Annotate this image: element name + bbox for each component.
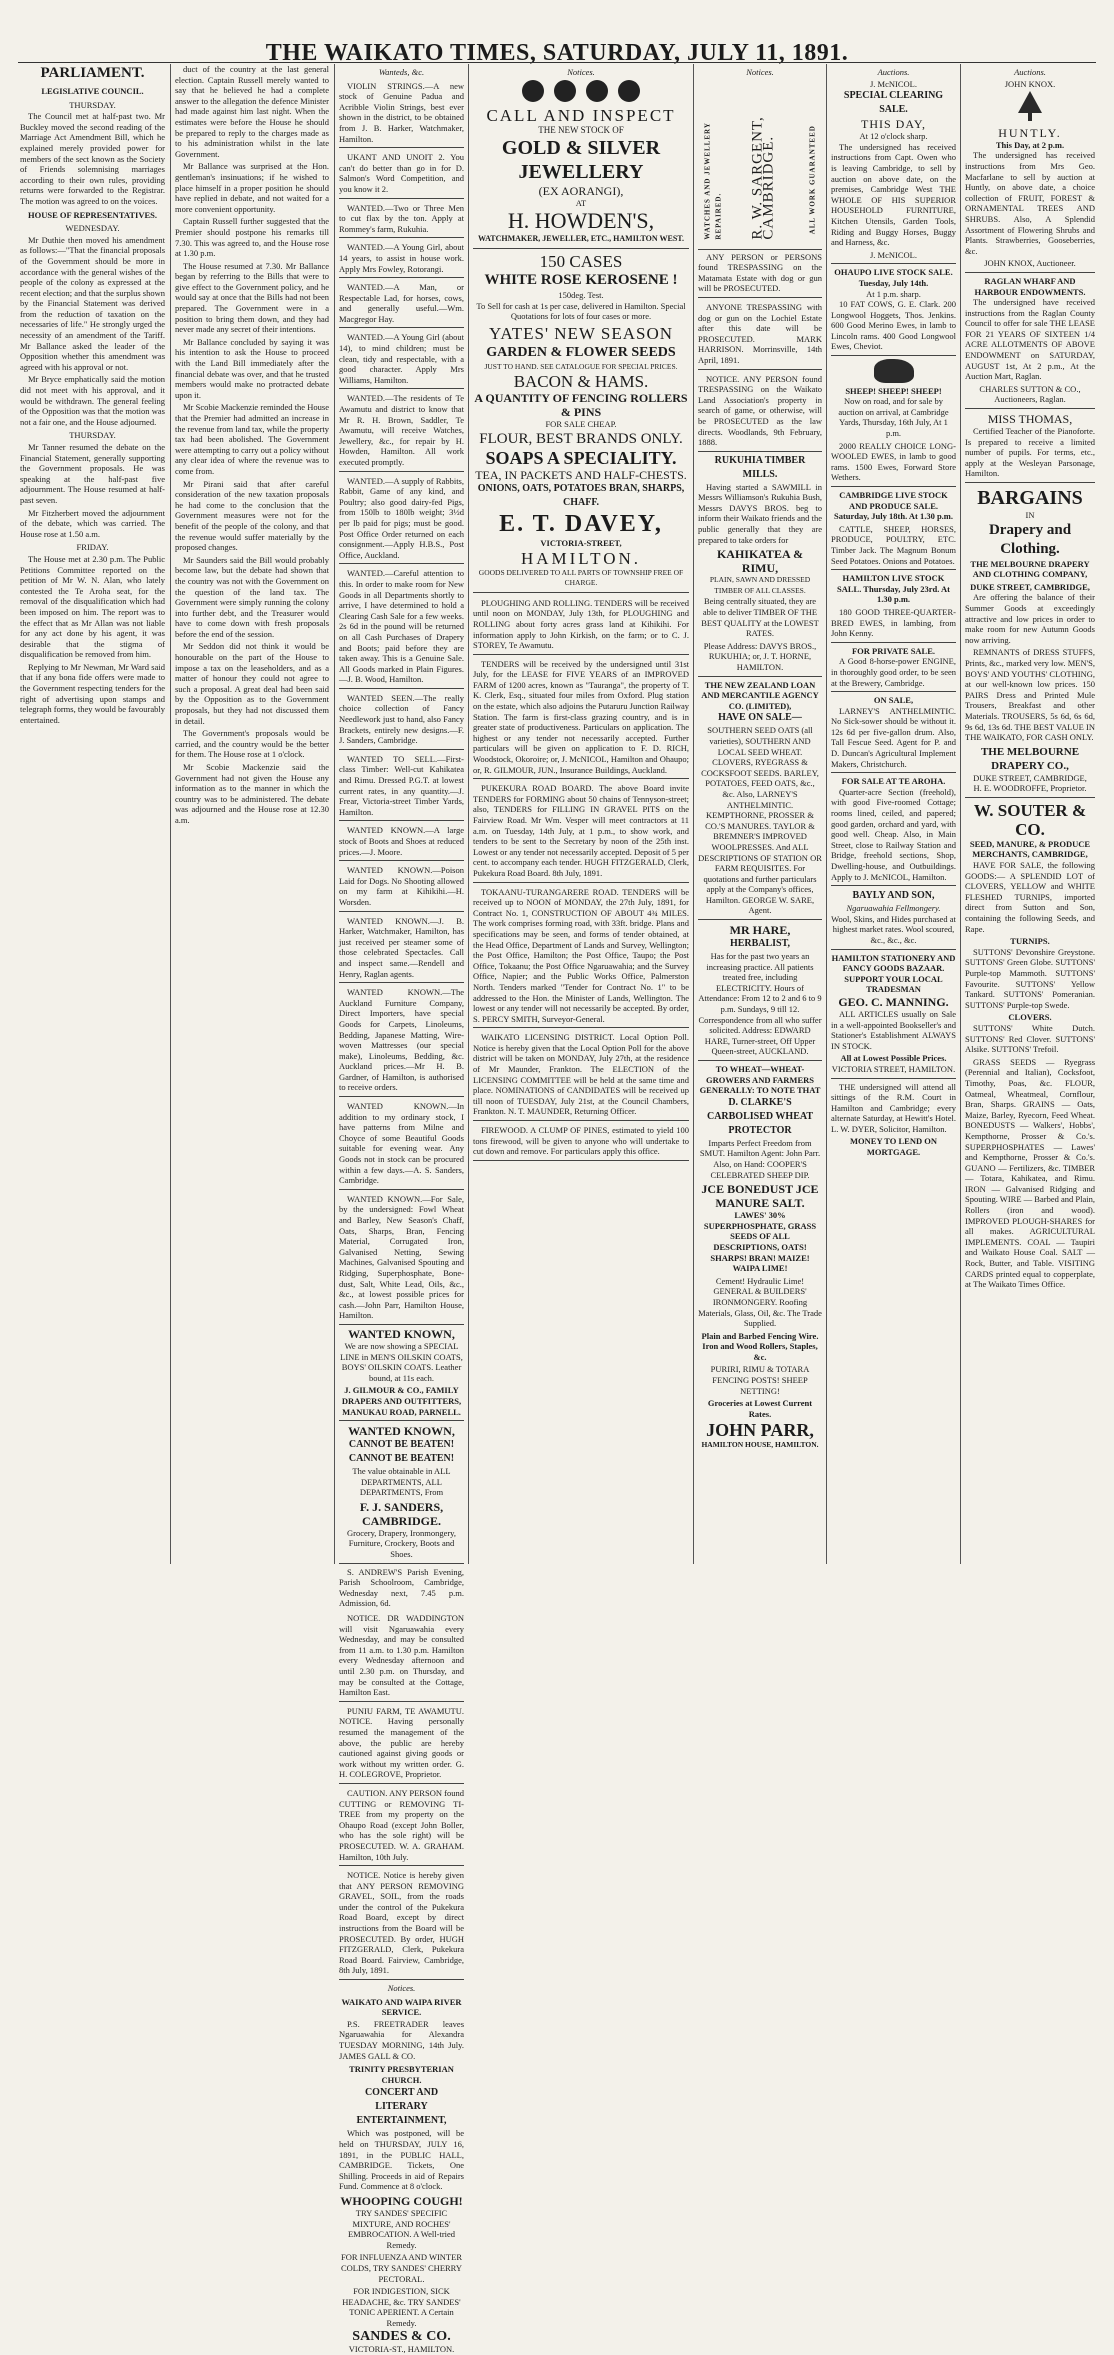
mcnicol-name: J. McNICOL.	[870, 78, 917, 89]
garden-seeds-heading: GARDEN & FLOWER SEEDS	[486, 344, 676, 360]
huntly-body: The undersigned has received instructions from Mrs Geo. Macfarlane to sell by auction at Huntly, on above date, a choice collection of FRUIT, FOREST & ORNAMENTAL TREES AND SHRUBS. Also, A Splendid Assortment of Flowering Shrubs and Plants. Strawberries, Gooseberries, &c.	[965, 150, 1095, 256]
column-auctions-2	[965, 64, 1095, 1564]
sanders-sub: Grocery, Drapery, Ironmongery, Furniture, Crockery, Boots and Shoes.	[346, 1527, 457, 1560]
have-on-sale: HAVE ON SALE—	[718, 712, 802, 724]
column-divider	[468, 64, 469, 1564]
tender-ad: PUKEKURA ROAD BOARD. The above Board invite TENDERS for FORMING about 50 chains of Tennyson-street; also, TENDERS for FILLING IN GRAVEL PITS on the Fairview Road. Mr Wm. Vesper will meet contractors at 11 a.m. on Tuesday, 14th July, at 1 p.m., to show work, and tenders to be sent to the Secretary by noon of the 25th inst. Lowest or any tender not necessarily accepted. Deposit of 5 per cent. to accompany each tender. HUGH FITZGERALD, Clerk, Pukekura Road Board. 8th July, 1891.	[473, 781, 689, 882]
sandes-ad: FOR INDIGESTION, SICK HEADACHE, &c. TRY SANDES' TONIC APERIENT. A Certain Remedy.	[342, 2286, 461, 2328]
divider	[831, 642, 956, 643]
article-paragraph: The House resumed at 7.30. Mr Ballance began by referring to the Bills that were to give effect to the Government policy, and he would say at once that the Bills had not been prepared. The Government were in a position to bring them down, and they had never made any secret of their intentions.	[175, 260, 329, 335]
souter-body: HAVE FOR SALE, the following GOODS:— A SPLENDID LOT of CLOVERS, YELLOW and WHITE FLESHED TURNIPS, imported direct from Sutton and Son, containing the following Seeds, and Rape.	[965, 860, 1095, 934]
day-heading: FRIDAY.	[76, 542, 109, 553]
duke-street: DUKE STREET, CAMBRIDGE,	[970, 581, 1090, 592]
tender-ad: FIREWOOD. A CLUMP OF PINES, estimated to yield 100 tons firewood, will be given to anyone who will undertake to cut down and remove. For particulars apply this office.	[473, 1123, 689, 1161]
trinity-heading: TRINITY PRESBYTERIAN CHURCH.	[349, 2064, 454, 2085]
divider	[831, 885, 956, 886]
garden-sub: JUST TO HAND. SEE CATALOGUE FOR SPECIAL PRICES.	[484, 361, 678, 371]
tea-heading: TEA, IN PACKETS AND HALF-CHESTS.	[475, 467, 687, 482]
notice-ad: NOTICE. DR WADDINGTON will visit Ngaruawahia every Wednesday, and may be consulted from 11 a.m. to 1.30 p.m. Hamilton every Wednesday afternoon and until 2.30 p.m. on Thursday, and may be consulted at the Cottage, Hamilton East.	[339, 1611, 464, 1702]
drapery-heading: Drapery and Clothing.	[988, 521, 1072, 557]
article-paragraph: Mr Tanner resumed the debate on the Financial Statement, generally supporting the Government proposals. He was speaking at the half-past five adjournment. The House resumed at half-past seven.	[20, 442, 165, 505]
manning-address: VICTORIA STREET, HAMILTON.	[831, 1063, 956, 1074]
wanted-ad: WANTED KNOWN.—Poison Laid for Dogs. No Shooting allowed on my farm at Kihikihi.—H. Worsden.	[339, 863, 464, 911]
article-paragraph: Mr Ballance was surprised at the Hon. gentleman's insinuations; if he wished to place himself in a proper position he should have replied in debate, and not waited for a more convenient opportunity.	[175, 161, 329, 214]
notice-ads-list	[339, 1611, 464, 1980]
sawn-timber: PLAIN, SAWN AND DRESSED TIMBER OF ALL CLASSES.	[709, 575, 811, 595]
divider	[339, 1563, 464, 1564]
raglan-heading: RAGLAN WHARF AND HARBOUR ENDOWMENTS.	[974, 275, 1086, 297]
bacon-heading: BACON & HAMS.	[513, 372, 649, 392]
masthead-title: THE WAIKATO TIMES, SATURDAY, JULY 11, 1891.	[265, 40, 849, 66]
divider	[831, 355, 956, 356]
sandes-name: SANDES & CO.	[352, 2329, 451, 2345]
private-sale-body: A Good 8-horse-power ENGINE, in thoroughly good order, to be seen at the Brewery, Cambridge.	[831, 656, 956, 688]
trespass-notice: ANYONE TRESPASSING with dog or gun on the Lochiel Estate after this date will be PROSECUTED. MARK HARRISON. Morrinsville, 14th April, 1891.	[698, 300, 822, 370]
bargains-heading: BARGAINS	[977, 487, 1083, 509]
on-sale-body: LARNEY'S ANTHELMINTIC. No Sick-sower should be without it. 12s 6d per five-gallon drum. Also, Tall Fescue Seed. Agent for P. and D. Duncan's Agricultural Implement Makers, Christchurch.	[831, 705, 956, 769]
tender-ad: TENDERS will be received by the undersigned until 31st July, for the LEASE for FIVE YEARS of an IMPROVED FARM of 1200 acres, known as "Tauranga", the property of T. K. Clerk, Esq., situated four miles from Oxford. Plug station on the estate, which also adjoins the Putaruru Junction Railway Station. The farm is first-class grazing country, and is in greater state of productiveness. Particulars on application. The highest or any tender not necessarily accepted. Further particulars will be given on application to F. D. RICH, Woodstock, Okoroire; or, J. McNICOL, Hamilton and Ohaupo; or, R. GILMOUR, JUN., Insurance Buildings, Auckland.	[473, 657, 689, 780]
sutton-signature: CHARLES SUTTON & CO., Auctioneers, Raglan.	[979, 383, 1081, 405]
tender-ad: TOKAANU-TURANGARERE ROAD. TENDERS will be received up to NOON of MONDAY, the 27th July, 1891, for Contract No. 1, CONSTRUCTION OF ABOUT 4¾ MILES. The work comprises forming road, with 33ft. bridge. Plans and specifications may be seen, and forms of tender obtained, at the Head Office, Department of Lands and Survey, Wellington; the Post Office, Hamilton; the Post Office, Taupo; the Post Office, Tokaanu; the Post Office Ngaruawahia; and the Survey Office, Napier; and the Public Works Office, Palmerston North. Tenders marked "Tender for Contract No. 1" to be addressed to the Hon. the Minister of Lands, Wellington. The lowest or any tender will not necessarily be accepted. By order, S. PERCY SMITH, Surveyor-General.	[473, 885, 689, 1029]
article-paragraph: Mr Fitzherbert moved the adjournment of the debate, which was carried. The House rose at 1.50 a.m.	[20, 507, 165, 539]
wanted-ad: WANTED.—A Young Girl, about 14 years, to assist in house work. Apply Mrs Fowley, Rotorangi.	[339, 240, 464, 278]
article-paragraph: The House met at 2.30 p.m. The Public Petitions Committee reported on the petition of Mr W. N. Alan, who lately contested the Te Aroha seat, for the removal of the disqualification which had been imposed on him. The report was to the effect that as Mr Allan was not liable for any act done by his agent, it was desirable that the stigma of disqualification be removed from him.	[20, 553, 165, 660]
wanted-ad: WANTED.—A Young Girl (about 14), to mind children; must be clean, tidy and respectable, with a good character. Apply Mrs Williams, Hamilton.	[339, 330, 464, 389]
stationery-heading: HAMILTON STATIONERY AND FANCY GOODS BAZAAR.	[831, 952, 956, 974]
flour-heading: FLOUR, BEST BRANDS ONLY.	[479, 430, 683, 447]
rukuhia-heading: RUKUHIA TIMBER MILLS.	[714, 454, 806, 480]
dyer-body: THE undersigned will attend all sittings of the R.M. Court in Hamilton and Cambridge; every alternate Saturday, at Hewitt's Hotel. L. W. DYER, Solicitor, Hamilton.	[831, 1081, 956, 1134]
thomas-body: Certified Teacher of the Pianoforte. Is prepared to receive a limited number of pupils. For terms, etc., apply at the Wesleyan Parsonage, Hamilton.	[965, 426, 1095, 479]
howden-sub: WATCHMAKER, JEWELLER, ETC., HAMILTON WEST.	[477, 234, 685, 244]
clovers-heading: CLOVERS.	[1008, 1012, 1052, 1023]
divider	[831, 949, 956, 950]
howden-name: H. HOWDEN'S,	[507, 208, 655, 234]
cannot-be-beaten: CANNOT BE BEATEN! CANNOT BE BEATEN!	[348, 1439, 455, 1465]
hare-body: Has for the past two years an increasing practice. All patients treated free, including ELECTRICITY. Hours of Attendance: From 12 to 2 and 6 to 9 p.m. Sundays, 9 till 12. Correspondence from all who suffer solicited. Address: EDWARD HARE, Turner-street, Off Upper Queen-street, AUCKLAND.	[698, 951, 822, 1057]
grass-list: GRASS SEEDS — Ryegrass (Perennial and Italian), Cocksfoot, Timothy, Poas, &c. FLOUR, Oatmeal, Wheatmeal, Cornflour, Bran, Sharps. GRAINS — Oats, Maize, Barley, Ryecorn, Feed Wheat. BONEDUSTS — Walkers', Hobbs', Kempthorne, Prosser & Co.'s. SUPERPHOSPHATES — Lawes' and Kempthorne, Prosser & Co.'s. GUANO — Fertilizers, &c. TIMBER — Totara, Kahikatea, and Rimu. IRON — Galvanised Ridging and Spouting. WIRE — Barbed and Plain, Rollers (iron and wood). IMPROVED PLOUGH-SHARES for all makes. AGRICULTURAL IMPLEMENTS. COAL — Taupiri and Waikato House Coal. SALT — Rock, Butter, and Table. VISITING CARDS printed equal to copperplate, at The Waikato Times Office.	[965, 1056, 1095, 1290]
support-local: SUPPORT YOUR LOCAL TRADESMAN	[844, 973, 943, 995]
wanted-ad: VIOLIN STRINGS.—A new stock of Genuine Padua and Acribble Violin Strings, best ever shown in the district, to be obtained from J. B. Harker, Watchmaker, Hamilton.	[339, 79, 464, 149]
money-to-lend: MONEY TO LEND ON MORTGAGE.	[850, 1136, 937, 1158]
article-paragraph: Mr Ballance concluded by saying it was his intention to ask the House to proceed with the Land Bill immediately after the financial debate was over, and that he trusted members would make no protracted debate upon it.	[175, 336, 329, 400]
wanted-ad: WANTED KNOWN.—For Sale, by the undersigned: Fowl Wheat and Barley, New Season's Chaff, Oats, Sharps, Bran, Fencing Material, Corrugated Iron, Galvanised Netting, Sewing Machines, Galvanised Spouting and Ridging, Superphosphate, Bone-dust, Salt, White Lead, Oils, &c., &c., at lowest possible prices for cash.—John Parr, Hamilton House, Hamilton.	[339, 1192, 464, 1325]
kahikatea-heading: KAHIKATEA & RIMU,	[716, 547, 804, 576]
masthead-rule	[18, 62, 1096, 63]
huntly-heading: HUNTLY.	[998, 125, 1062, 140]
hare-heading: MR HARE,	[729, 923, 791, 938]
sargent-ad	[698, 79, 822, 250]
divider	[473, 592, 689, 593]
cement-body: Cement! Hydraulic Lime! GENERAL & BUILDERS' IRONMONGERY. Roofing Materials, Glass, Oil, &c. The Trade Supplied.	[698, 1275, 822, 1329]
wanted-known-heading: WANTED KNOWN,	[348, 1424, 455, 1439]
groceries-line: Groceries at Lowest Current Rates.	[707, 1398, 813, 1419]
deliver-notice: Being centrally situated, they are able to deliver TIMBER OF THE BEST QUALITY at the LOWEST RATES.	[701, 596, 819, 639]
trespass-ads-list	[698, 250, 822, 452]
turnip-list: SUTTONS' Devonshire Greystone. SUTTONS' Green Globe. SUTTONS' Purple-top Mammoth. SUTTONS' Favourite. SUTTONS' Yellow Tankard. SUTTONS' Pomeranian. SUTTONS' Purple-top Swede.	[965, 946, 1095, 1010]
notices-heading: Notices.	[746, 67, 774, 77]
melbourne-name: THE MELBOURNE DRAPERY CO.,	[980, 745, 1080, 772]
watches-repaired-label: WATCHES AND JEWELLERY REPAIRED.	[703, 121, 722, 240]
victoria-street: VICTORIA-STREET,	[540, 537, 622, 548]
wanted-ad: UKANT AND UNOIT 2. You can't do better than go in for D. Salmon's Word Competition, and you know it 2.	[339, 150, 464, 198]
article-paragraph: Mr Scobie Mackenzie said the Government had not given the House any information as to the manner in which the country was to be administered. The debate was adjourned and the House rose at 12.30 a.m.	[175, 762, 329, 825]
cases-heading: 150 CASES	[539, 251, 623, 271]
parliament-heading: PARLIAMENT.	[40, 65, 145, 81]
in-label: IN	[1025, 510, 1035, 520]
wanted-ad: WANTED KNOWN.—In addition to my ordinary stock, I have patterns from Milne and Choyce of some Beautiful Goods suitable for evening wear. Any Goods not in stock can be procured within a few days.—A. S. Sanders, Cambridge.	[339, 1099, 464, 1190]
sargent-name: R. W. SARGENT, CAMBRIDGE.	[749, 115, 776, 240]
notice-ad: CAUTION. ANY PERSON found CUTTING or REMOVING TI-TREE from my property on the Ohaupo Road (except John Boller, who has the sole right) will be PROSECUTED. W. A. GRAHAM. Hamilton, 10th July.	[339, 1786, 464, 1866]
wanted-ad: WANTED.—A supply of Rabbits, Rabbit, Game of any kind, and Poultry; also good dairy-fed Pigs, from 150lb to 180lb weight; 3½d per lb paid for pigs; must be good. Post Office Order returned on each consignment.—Apply H.B.S., Post Office, Auckland.	[339, 474, 464, 565]
wanted-ad: WANTED KNOWN.—J. B. Harker, Watchmaker, Hamilton, has just received per steamer some of those celebrated Spectacles. Call and inspect same.—Rendell and Henry, Raglan agents.	[339, 914, 464, 984]
column-parliament	[20, 64, 165, 1564]
bonedust-heading: JCE BONEDUST JCE MANURE SALT.	[701, 1182, 819, 1211]
wanted-ad: WANTED TO SELL.—First-class Timber: Well-cut Kahikatea and Rimu. Dressed P.G.T. at lowest current rates, in any quantity.—J. Frear, Victoria-street Timber Yards, Hamilton.	[339, 752, 464, 822]
trespass-notice: ANY PERSON or PERSONS found TRESPASSING on the Matamata Estate with dog or gun will be PROSECUTED.	[698, 250, 822, 298]
sale-time: At 12 o'clock sharp.	[859, 131, 928, 142]
souter-name: W. SOUTER & CO.	[973, 800, 1087, 839]
woodroffe-signature: H. E. WOODROFFE, Proprietor.	[973, 783, 1087, 794]
column-divider	[170, 64, 171, 1564]
bayly-sub: Ngaruawahia Fellmongery.	[846, 903, 941, 914]
column-notices-2	[698, 64, 822, 1564]
watch-icon	[522, 80, 544, 102]
divider	[473, 248, 689, 249]
work-guaranteed-label: ALL WORK GUARANTEED	[808, 124, 817, 234]
special-sale-body: The undersigned has received instructions from Capt. Owen who is leaving Cambridge, to sell by auction on above date, on the premises, Cambridge West THE WHOLE OF HIS SUPERIOR HOUSEHOLD FURNITURE, Kitchen Utensils, Garden Tools, Riding and Buggy Horses, Buggy and Harness, &c.	[831, 141, 956, 248]
steamer-ad: P.S. FREETRADER leaves Ngaruawahia for Alexandra TUESDAY MORNING, 14th July. JAMES GALL & CO.	[339, 2018, 464, 2061]
wanted-ads-list	[339, 79, 464, 1325]
column-debate	[175, 64, 329, 1564]
ring-icon	[586, 80, 608, 102]
divider	[831, 772, 956, 773]
divider	[698, 676, 822, 677]
gilmour-ad: J. GILMOUR & CO., FAMILY DRAPERS AND OUTFITTERS, MANUKAU ROAD, PARNELL.	[341, 1385, 462, 1417]
te-aroha-heading: FOR SALE AT TE AROHA.	[841, 776, 946, 787]
divider	[339, 1420, 464, 1421]
davey-name: E. T. DAVEY,	[499, 510, 663, 537]
watch-icon	[618, 80, 640, 102]
rukuhia-body: Having started a SAWMILL in Messrs Williamson's Rukuhia Bush, Messrs DAVYS BROS. beg to inform their Waikato friends and the public generally that they are prepared to take orders for	[698, 481, 822, 545]
knox-signature: JOHN KNOX, Auctioneer.	[984, 258, 1076, 269]
oilskin-ad: We are now showing a SPECIAL LINE in MEN'S OILSKIN COATS, BOYS' OILSKIN COATS. Leather bound, at 11s each.	[340, 1340, 463, 1383]
wanted-ad: WANTED.—The residents of Te Awamutu and district to know that Mr R. H. Brown, Saddler, Te Awamutu, will receive Watches, Jewellery, &c., for repair by H. Howden, Hamilton. All work executed promptly.	[339, 391, 464, 471]
article-paragraph: Mr Seddon did not think it would be honourable on the part of the House to impose a tax on the leaseholders, and as a matter of honour they could not agree to such a proposal. A great deal had been said by the Opposition as to the Government proposals, but they had not discussed them in detail.	[175, 641, 329, 726]
fencing-sub: FOR SALE CHEAP.	[545, 419, 617, 430]
hamilton-heading: HAMILTON.	[520, 548, 642, 568]
steamer-heading: WAIKATO AND WAIPA RIVER SERVICE.	[341, 1996, 462, 2018]
new-stock: THE NEW STOCK OF	[538, 125, 624, 136]
divider	[831, 691, 956, 692]
sandes-ad: TRY SANDES' SPECIFIC MIXTURE, AND ROCHES' EMBROCATION. A Well-tried Remedy.	[347, 2207, 456, 2250]
clarke-body: Imparts Perfect Freedom from SMUT. Hamilton Agent: John Parr. Also, on Hand: COOPER'S CELEBRATED SHEEP DIP.	[699, 1137, 821, 1180]
divider	[965, 482, 1095, 483]
article-paragraph: Mr Saunders said the Bill would probably become law, but the debate had shown that the country was not with the Government on the question of the land tax. The Government were simply running the colony into further debt, and the Treasurer would have to come down with fresh proposals before the end of the session.	[175, 554, 329, 639]
divider	[831, 263, 956, 264]
wanted-ad: WANTED.—Careful attention to this. In order to make room for New Goods in all Departments shortly to arrive, I have determined to hold a Clearing Cash Sale for a few weeks. 2s 6d in the pound will be returned on all Cash Purchases of Drapery and Boots; paid before they are taken away. This is a Genuine Sale. All Goods marked in Plain Figures.—J. B. Wood, Hamilton.	[339, 566, 464, 689]
article-paragraph: duct of the country at the last general election. Captain Russell merely wanted to say that he believed he had a complete answer to the allegation the defence Minister had made against him last night. When the estimates were before the House he should be prepared to reply to the charges made as to his administration whilst in the late Government.	[175, 64, 329, 159]
column-divider	[826, 64, 827, 1564]
on-sale-heading: ON SALE,	[873, 695, 914, 706]
day-heading: WEDNESDAY.	[65, 223, 120, 234]
lawes-body: LAWES' 30% SUPERPHOSPHATE, GRASS SEEDS OF ALL DESCRIPTIONS, OATS! SHARPS! BRAN! MAIZE! WAIPA LIME!	[703, 1210, 817, 1274]
melbourne-address: DUKE STREET, CAMBRIDGE,	[973, 772, 1087, 783]
onions-heading: ONIONS, OATS, POTATOES BRAN, SHARPS, CHAFF.	[477, 482, 685, 508]
kerosene-heading: WHITE ROSE KEROSENE !	[484, 271, 678, 288]
thomas-heading: MISS THOMAS,	[987, 412, 1073, 427]
tree-icon	[1015, 89, 1045, 123]
divider	[831, 569, 956, 570]
auctions-heading: Auctions.	[1014, 67, 1046, 77]
parr-name: JOHN PARR,	[706, 1420, 814, 1441]
sheep-icon	[874, 359, 914, 383]
day-heading: THURSDAY.	[69, 99, 116, 110]
article-paragraph: Captain Russell further suggested that the Premier should postpone his remarks till 7.30. This was agreed to, and the House rose at 1.30 p.m.	[175, 216, 329, 259]
wanted-ad: WANTED.—A Man, or Respectable Lad, for horses, cows, and generally useful.—Wm. Macgregor Hay.	[339, 280, 464, 328]
concert-ad: Which was postponed, will be held on THURSDAY, JULY 16, 1891, in the PUBLIC HALL, CAMBRIDGE. Tickets, One Shilling. Proceeds in aid of Repairs Fund. Commence at 8 o'clock.	[339, 2128, 464, 2192]
beaten-sub: The value obtainable in ALL DEPARTMENTS, ALL DEPARTMENTS, From	[352, 1466, 451, 1498]
divider	[698, 1060, 822, 1061]
article-paragraph: Mr Scobie Mackenzie reminded the House that the Premier had admitted an increase in the revenue from land tax, while the property tax had been abolished. The Government were attempting to carry out a policy without any clear idea of where the revenue was to come from.	[175, 402, 329, 476]
melbourne-heading: THE MELBOURNE DRAPERY AND CLOTHING COMPANY,	[970, 558, 1090, 580]
te-aroha-body: Quarter-acre Section (freehold), with good Five-roomed Cottage; rooms lined, ceiled, and papered; good garden, orchard and yard, with good well. Cheap. Also, in Main Street, close to Railway Station and Bridge, freehold sections, Shop, Dwelling-house, and Outbuildings. Apply to J. McNICOL, Hamilton.	[831, 786, 956, 882]
sheep-body: Now on road, and for sale by auction on arrival, at Cambridge Yards, Thursday, 16th July, At 1 p.m.	[838, 396, 949, 439]
kerosene-test: 150deg. Test.	[558, 289, 604, 300]
manning-name: GEO. C. MANNING.	[838, 994, 949, 1009]
huntly-time: This Day, at 2 p.m.	[995, 139, 1065, 150]
sanders-name: F. J. SANDERS, CAMBRIDGE.	[359, 1499, 444, 1528]
kerosene-body: To Sell for cash at 1s per case, delivered in Hamilton. Special Quotations for lots of four cases or more.	[476, 300, 686, 322]
column-wanteds	[339, 64, 464, 2355]
article-paragraph: Mr Bryce emphatically said the motion did not meet with his approval, and it would be withdrawn. The general feeling of the Opposition was that the motion was not a fair one, and the House adjourned.	[20, 374, 165, 427]
cambridge-sale-body: CATTLE, SHEEP, HORSES, PRODUCE, POULTRY, ETC. Timber Jack. The Magnum Bonum Seed Potatoes. Onions and Potatoes.	[831, 523, 956, 566]
day-heading: THURSDAY.	[69, 430, 116, 441]
column-divider	[693, 64, 694, 1564]
wanteds-heading: Wanteds, &c.	[378, 67, 425, 77]
souter-sub: SEED, MANURE, & PRODUCE MERCHANTS, CAMBRIDGE,	[969, 838, 1091, 860]
melbourne-body: Are offering the balance of their Summer Goods at exceedingly attractive and low prices in order to make room for new Autumn Goods now arriving.	[965, 592, 1095, 645]
divider	[831, 486, 956, 487]
bayly-body: Wool, Skins, and Hides purchased at highest market rates. Wool scoured, &c., &c., &c.	[831, 913, 956, 945]
herbalist-heading: HERBALIST,	[729, 938, 791, 950]
mcnicol-name: J. McNICOL.	[870, 249, 917, 260]
trespass-notice: NOTICE. ANY PERSON found TRESPASSING on the Waikato Land Association's property in search of game, or otherwise, will be PROSECUTED as the law directs. Woodlands, 9th February, 1888.	[698, 372, 822, 452]
article-paragraph: The Government's proposals would be carried, and the country would be the better for them. The House rose at 1 o'clock.	[175, 728, 329, 760]
ohaupo-date: Tuesday, July 14th.	[858, 277, 929, 288]
brooch-icon	[554, 80, 576, 102]
column-divider	[960, 64, 961, 1564]
manning-body: ALL ARTICLES usually on Sale in a well-appointed Bookseller's and Stationer's Establishment ALWAYS IN STOCK.	[831, 1008, 956, 1051]
melbourne-items: REMNANTS of DRESS STUFFS, Prints, &c., marked very low. MEN'S, BOYS' AND YOUTHS' CLOTHING, at our well-known low prices. 150 PAIRS Dress and Printed Mule Trousers, Breakfast and other Materials. TROUSERS, 5s 6d, 6s 6d, 9s 6d, 13s 6d. THE BEST VALUE IN THE WAIKATO, FOR CASH ONLY.	[965, 647, 1095, 743]
ohaupo-heading: OHAUPO LIVE STOCK SALE.	[834, 267, 953, 278]
raglan-body: The undersigned have received instructions from the Raglan County Council to offer for sale THE LEASE FOR 21 YEARS OF SIXTEEN 1/4 ACRE ALLOTMENTS OF ABOVE ENDOWMENT on SATURDAY, AUGUST 1st, At 2 p.m., At the Auction Mart, Raglan.	[965, 297, 1095, 382]
knox-name: JOHN KNOX.	[1004, 78, 1056, 89]
delivered-notice: GOODS DELIVERED TO ALL PARTS OF TOWNSHIP FREE OF CHARGE.	[478, 567, 684, 588]
private-sale-heading: FOR PRIVATE SALE.	[851, 645, 936, 656]
column-notices	[473, 64, 689, 1564]
ewes-list: 2000 REALLY CHOICE LONG-WOOLED EWES, in lamb to good rams. 1500 Ewes, Forward Store Wethers.	[831, 440, 956, 483]
divider	[965, 272, 1095, 273]
concert-heading: CONCERT AND LITERARY ENTERTAINMENT,	[356, 2087, 447, 2127]
column-divider	[334, 64, 335, 1564]
jewellery-icons	[473, 80, 689, 105]
tender-ad: PLOUGHING AND ROLLING. TENDERS will be received until noon on MONDAY, July 13th, for PLOUGHING and ROLLING about forty acres grass land at Kihikihi. For information apply to John Kirkish, on the farm; or to C. J. STOREY, Te Awamutu.	[473, 596, 689, 655]
divider	[698, 919, 822, 920]
wanted-ad: WANTED KNOWN.—The Auckland Furniture Company, Direct Importers, have special Goods for Carpets, Linoleums, Bedding, Japanese Matting, Wire-woven Mattresses (our special make), Linoleums, Bedding, &c. Auckland prices.—Mr H. B. Gardner, of Hamilton, is authorised to receive orders.	[339, 985, 464, 1097]
bayly-heading: BAYLY AND SON,	[852, 890, 935, 902]
wanted-ad: WANTED.—Two or Three Men to cut flax by the ton. Apply at Rommey's farm, Rukuhia.	[339, 201, 464, 239]
notice-ad: PUNIU FARM, TE AWAMUTU. NOTICE. Having personally resumed the management of the above, the public are hereby cautioned against giving goods or work without my written order. G. H. COLEGROVE, Proprietor.	[339, 1704, 464, 1784]
notice-ad: NOTICE. Notice is hereby given that ANY PERSON REMOVING GRAVEL, SOIL, from the roads under the control of the Pukekura Road Board, except by direct instructions from the Board will be PROSECUTED. By order, HUGH FITZGERALD, Clerk, Pukekura Road Board. Fairview, Cambridge, 8th July, 1891.	[339, 1868, 464, 1980]
divider	[831, 1078, 956, 1079]
article-paragraph: Mr Duthie then moved his amendment as follows:—"That the financial proposals of the Government should be more in accordance with the general wishes of the people of the colony as expressed at the recent election; and that the surplus shown by the Financial Statement was derived from the reduction of taxation on the necessaries of life." He strongly urged the necessity of an amendment of the Tariff. Mr Ballance asked the leader of the Opposition whether this amendment was agreed with his approval or not.	[20, 234, 165, 372]
call-and-inspect: CALL AND INSPECT	[486, 106, 676, 126]
tree-illustration	[965, 89, 1095, 126]
house-heading: HOUSE OF REPRESENTATIVES.	[27, 209, 158, 220]
nz-loan-body: SOUTHERN SEED OATS (all varieties), SOUTHERN AND LOCAL SEED WHEAT. CLOVERS, RYEGRASS & COCKSFOOT SEEDS. BARLEY, POTATOES, FEED OATS, &c., &c. Also, LARNEY'S ANTHELMINTIC. KEMPTHORNE, PROSSER & CO.'S MANURES. TAYLOR & BREMNER'S IMPROVED WOOLPRESSES. And ALL DESCRIPTIONS OF STATION OR FARM REQUISITES. For quotations and further particulars apply at the Company's offices, Hamilton. GEORGE W. SARE, Agent.	[698, 725, 822, 916]
auctions-heading: Auctions.	[877, 67, 910, 77]
wheat-heading: TO WHEAT—WHEAT-GROWERS AND FARMERS GENERALLY: TO NOTE THAT	[699, 1064, 821, 1096]
special-sale-heading: SPECIAL CLEARING SALE.	[843, 90, 944, 116]
parr-address: HAMILTON HOUSE, HAMILTON.	[701, 1440, 819, 1450]
wire-body: Plain and Barbed Fencing Wire. Iron and Wood Rollers, Staples, &c.	[701, 1330, 819, 1362]
notices-heading: Notices.	[567, 67, 595, 77]
notices-heading: Notices.	[387, 1983, 416, 1994]
wanted-known-heading: WANTED KNOWN,	[348, 1326, 455, 1341]
cambridge-sale-heading: CAMBRIDGE LIVE STOCK AND PRODUCE SALE. Saturday, July 18th. At 1.30 p.m.	[833, 490, 954, 522]
cows-list: 10 FAT COWS, G. E. Clark. 200 Longwool Hoggets, Thos. Jenkins. 600 Good Merino Ewes, in lamb to Lincoln rams. 400 Good Longwool Ewes, Cheviot.	[831, 299, 956, 352]
church-ad: S. ANDREW'S Parish Evening, Parish Schoolroom, Cambridge, Wednesday next, 7.45 p.m. Admission, 6d.	[339, 1566, 464, 1609]
sandes-address: VICTORIA-ST., HAMILTON.	[348, 2344, 455, 2355]
whooping-cough-heading: WHOOPING COUGH!	[340, 2193, 463, 2208]
wanted-ad: WANTED SEEN.—The really choice collection of Fancy Needlework just to hand, also Fancy Brackets, entirely new designs.—F. J. Sanders, Cambridge.	[339, 691, 464, 750]
davys-address: Please Address: DAVYS BROS., RUKUHIA; or, J. T. HORNE, HAMILTON.	[703, 640, 817, 672]
hamilton-sale-heading: HAMILTON LIVE STOCK SALL. Thursday, July 23rd. At 1.30 p.m.	[837, 573, 950, 605]
divider	[965, 408, 1095, 409]
sandes-ad: FOR INFLUENZA AND WINTER COLDS, TRY SANDES' CHERRY PECTORAL.	[340, 2252, 463, 2284]
ohaupo-time: At 1 p.m. sharp.	[866, 288, 921, 299]
gold-silver-jewellery: GOLD & SILVER JEWELLERY	[501, 136, 661, 183]
at-label: AT	[575, 197, 587, 208]
clover-list: SUTTONS' White Dutch. SUTTONS' Red Clover. SUTTONS' Alsike. SUTTONS' Trefoil.	[965, 1022, 1095, 1055]
tender-ads-list	[473, 596, 689, 1161]
article-paragraph: The Council met at half-past two. Mr Buckley moved the second reading of the Marriage Act Amendment Bill, which he explained merely provided power for members of the sect known as the Society of Friends solemnising marriages according to their own rules, providing returns were forwarded to the Registrar. The motion was agreed to on the voices.	[20, 111, 165, 206]
wanted-ad: WANTED KNOWN.—A large stock of Boots and Shoes at reduced prices.—J. Moore.	[339, 823, 464, 861]
article-paragraph: Mr Pirani said that after careful consideration of the new taxation proposals he had come to the conclusion that the Government measures were not for the benefit of the people of the colony, and that the revenue would suffer materially by the proposed changes.	[175, 478, 329, 553]
sheep-illustration	[831, 359, 956, 386]
sheep-heading: SHEEP! SHEEP! SHEEP!	[845, 385, 942, 396]
yates-heading: YATES' NEW SEASON	[488, 323, 674, 343]
nz-loan-heading: THE NEW ZEALAND LOAN AND MERCANTILE AGENCY CO. (LIMITED),	[701, 679, 819, 711]
article-paragraph: Replying to Mr Newman, Mr Ward said that if any bona fide offers were made to the Government respecting tenders for the right of advertising upon stamps and telegraph forms, they would be favourably entertained.	[20, 661, 165, 725]
divider	[965, 797, 1095, 798]
soaps-heading: SOAPS A SPECIALITY.	[485, 447, 677, 468]
lowest-prices: All at Lowest Possible Prices.	[840, 1053, 947, 1064]
hamilton-sale-body: 180 GOOD THREE-QUARTER-BRED EWES, in lambing, from John Kenny.	[831, 606, 956, 639]
clarke-heading: D. CLARKE'S CARBOLISED WHEAT PROTECTOR	[706, 1096, 814, 1136]
tender-ad: WAIKATO LICENSING DISTRICT. Local Option Poll. Notice is hereby given that the Local Option Poll for the above district will be taken on MONDAY, July 27th, at the residence of Mr Maunder, Frankton. The ELECTION of the LICENSING COMMITTEE will be held at the same time and place. NOMINATIONS of CANDIDATES will be received up till noon of TUESDAY, July 21st, at the Council Chambers, Frankton. N. T. MAUNDER, Returning Officer.	[473, 1030, 689, 1121]
turnips-heading: TURNIPS.	[1010, 936, 1050, 947]
legislative-council-heading: LEGISLATIVE COUNCIL.	[41, 86, 144, 96]
puriri-body: PURIRI, RIMU & TOTARA FENCING POSTS! SHEEP NETTING!	[710, 1364, 810, 1396]
this-day: THIS DAY,	[860, 117, 926, 132]
fencing-heading: A QUANTITY OF FENCING ROLLERS & PINS	[474, 391, 688, 420]
ex-aorangi: (EX AORANGI),	[538, 183, 624, 198]
column-auctions	[831, 64, 956, 1564]
